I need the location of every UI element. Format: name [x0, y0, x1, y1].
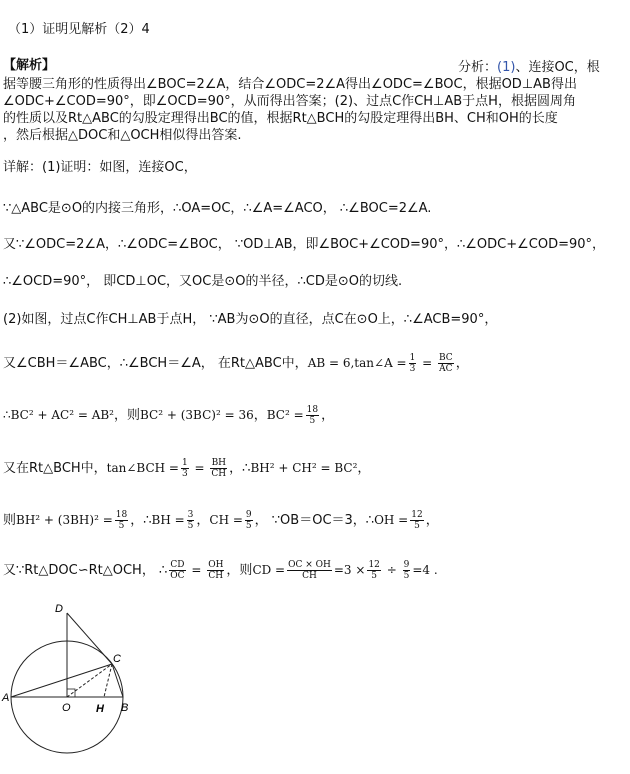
detail-line-cd: 又∵Rt△DOC∽Rt△OCH， ∴ $\frac{CD}{OC}$ = $\frac{OH}{CH}$ ，则CD = $\frac{OC \times OH}{CH}$ =3 × $\frac{12}{5}$ ÷ $\frac{9}{5}$ =4 .: [3, 560, 438, 581]
fraction: $\frac{BC}{AC}$: [439, 353, 453, 374]
fraction: $\frac{OC \times OH}{CH}$: [288, 560, 331, 581]
analysis-heading: 【解析】: [3, 58, 56, 73]
analysis-line: ∠ODC+∠COD=90°，即∠OCD=90°，从而得出答案；(2)、过点C作CH⊥AB于点H，根据圆周角: [3, 94, 576, 109]
fraction: $\frac{12}{5}$: [411, 510, 423, 531]
label-c: C: [113, 653, 121, 665]
analysis-label: 分析：: [458, 60, 498, 75]
detail-line-bc: ∴BC² + AC² = AB²，则BC² + (3BC)² = 36，BC² = $\frac{18}{5}$ ，: [3, 405, 335, 426]
detail-line-bh: 则BH² + (3BH)² = $\frac{18}{5}$ ，∴BH = $\frac{3}{5}$ ，CH = $\frac{9}{5}$ ， ∵OB＝OC＝3，∴OH = $\frac{12}{5}$ ，: [3, 510, 439, 531]
label-d: D: [55, 603, 63, 615]
detail-line-bch: 又在Rt△BCH中，tan∠BCH = $\frac{1}{3}$ = $\frac{BH}{CH}$ ，∴BH² + CH² = BC²，: [3, 458, 371, 479]
fraction: $\frac{3}{5}$: [187, 510, 194, 531]
detail-line: 又∵∠ODC=2∠A，∴∠ODC=∠BOC， ∵OD⊥AB，即∠BOC+∠COD=90°，∴∠ODC+∠COD=90°，: [3, 237, 606, 252]
segment-cb: [112, 664, 123, 697]
fraction: $\frac{9}{5}$: [245, 510, 252, 531]
detail-line: (2)如图，过点C作CH⊥AB于点H， ∵AB为⊙O的直径，点C在⊙O上，∴∠ACB=90°，: [3, 312, 498, 327]
label-h: H: [96, 703, 104, 715]
fraction: $\frac{OH}{CH}$: [208, 560, 224, 581]
fraction: $\frac{9}{5}$: [403, 560, 410, 581]
fraction: $\frac{18}{5}$: [115, 510, 128, 531]
analysis-first-line: [458, 60, 600, 76]
analysis-part: (1): [497, 60, 516, 75]
fraction: $\frac{1}{3}$: [409, 353, 416, 374]
analysis-line: ，然后根据△DOC和△OCH相似得出答案.: [3, 128, 242, 143]
analysis-line: 的性质以及Rt△ABC的勾股定理得出BC的值，根据Rt△BCH的勾股定理得出BH、CH和OH的长度: [3, 111, 558, 126]
label-o: O: [62, 702, 71, 714]
detail-line-tan: 又∠CBH＝∠ABC，∴∠BCH＝∠A， 在Rt△ABC中，AB = 6,tan∠A = $\frac{1}{3}$ = $\frac{BC}{AC}$ ，: [3, 353, 469, 374]
analysis-line: 据等腰三角形的性质得出∠BOC=2∠A，结合∠ODC=2∠A得出∠ODC=∠BOC，根据OD⊥AB得出: [3, 77, 577, 92]
label-a: A: [2, 692, 10, 704]
fraction: $\frac{12}{5}$: [368, 560, 380, 581]
fraction: $\frac{18}{5}$: [306, 405, 319, 426]
label-b: B: [121, 702, 129, 714]
detail-line: 详解：(1)证明：如图，连接OC，: [3, 160, 197, 175]
detail-line: ∴∠OCD=90°， 即CD⊥OC，又OC是⊙O的半径，∴CD是⊙O的切线.: [3, 274, 403, 289]
analysis-part-rest: 、连接OC，根: [515, 60, 600, 75]
fraction: $\frac{1}{3}$: [182, 458, 188, 479]
detail-line: ∵△ABC是⊙O的内接三角形，∴OA=OC，∴∠A=∠ACO， ∴∠BOC=2∠A.: [3, 201, 432, 216]
segment-oc: [67, 664, 112, 697]
fraction: $\frac{BH}{CH}$: [211, 458, 227, 479]
geometry-figure: [0, 598, 160, 774]
fraction: $\frac{CD}{OC}$: [170, 560, 185, 581]
segment-ac: [11, 664, 112, 697]
answer-header: （1）证明见解析（2）4: [8, 22, 150, 37]
segment-dc: [67, 613, 112, 664]
